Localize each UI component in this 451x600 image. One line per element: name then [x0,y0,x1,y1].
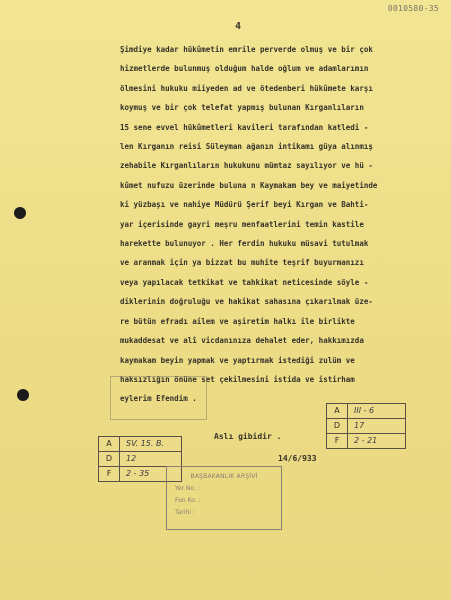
body-line: Şimdiye kadar hükûmetin emrile perverde olmuş ve bir çok [120,45,373,54]
body-line: harekette bulunuyor . Her ferdin hukuku müsavi tutulmak [120,239,369,249]
body-line: hizmetlerde bulunmuş olduğum halde oğlum ve adamlarımın [120,64,369,74]
body-line: len Kırganın reisi Süleyman ağanın intikamı güya alınmış [120,142,373,152]
archive-stamp [166,466,282,530]
stamp-key: F [99,467,120,481]
archive-reference-number: 0010580-35 [387,4,439,13]
stamp-key: F [327,434,348,448]
body-line: 15 sene evvel hükûmetleri kavileri tarafından katledi - [120,122,369,132]
body-line: kûmet nufuzu üzerinde buluna n Kaymakam bey ve maiyetinde [120,180,378,190]
body-line: mukaddesat ve alî vicdanınıza dehalet eder, hakkımızda [120,336,364,346]
body-line: diklerinin doğruluğu ve hakikat sahasına çıkarılmak üze- [120,297,373,307]
punch-hole-icon [17,389,29,401]
body-line: koymuş ve bir çok telefat yapmış bulunan Kırganlıların [120,103,364,113]
stamp-value: 2 - 35 [126,469,150,478]
stamp-key: D [327,419,348,433]
letter-body [120,40,442,409]
archive-stamp-field: Fon Ko. : [175,497,201,504]
body-line: ölmesini hukuku miiyeden ad ve ötedenberi hükûmete karşı [120,83,373,93]
stamp-value: SV. 15. B. [126,439,165,448]
body-line: ki yüzbaşı ve nahiye Müdürü Şerif beyi Kırgan ve Bahti- [120,200,369,210]
body-line: eylerim Efendim . [120,394,197,404]
stamp-value: III - 6 [354,406,375,415]
archive-stamp-title: BAŞBAKANLIK ARŞİVİ [190,473,258,480]
punch-hole-icon [14,207,26,219]
stamp-key: A [99,437,120,451]
stamp-key: D [99,452,120,466]
classification-stamp-right [326,403,406,449]
document-date: 14/6/933 [278,454,317,463]
body-line: yar içerisinde gayri meşru menfaatlerini temin kastile [120,219,364,229]
stamp-value: 2 - 21 [354,436,378,445]
archive-stamp-field: Tarihi : [175,509,195,516]
archive-stamp-field: Yer No. : [175,485,200,492]
certified-copy-note: Aslı gibidir . [214,432,282,441]
stamp-value: 17 [354,421,365,430]
page-number: 4 [235,21,242,32]
stamp-key: A [327,404,348,418]
body-line: veya yapılacak tetkikat ve tahkikat neticesinde söyle - [120,277,369,287]
stamp-value: 12 [126,454,137,463]
body-line: zehabile Kırganlıların hukukunu mümtaz sayılıyor ve hü - [120,161,373,171]
body-line: haksızlığın önüne set çekilmesini istida ve istirham [120,374,355,384]
body-line: re bütün efradı ailem ve aşiretim halkı ile birlikte [120,316,355,326]
faint-stamp-outline [110,376,207,420]
body-line: ve aranmak için ya bizzat bu muhite teşrif buyurmanızı [120,258,364,268]
body-line: kaymakam beyin yapmak ve yaptırmak istediği zulüm ve [120,355,355,365]
